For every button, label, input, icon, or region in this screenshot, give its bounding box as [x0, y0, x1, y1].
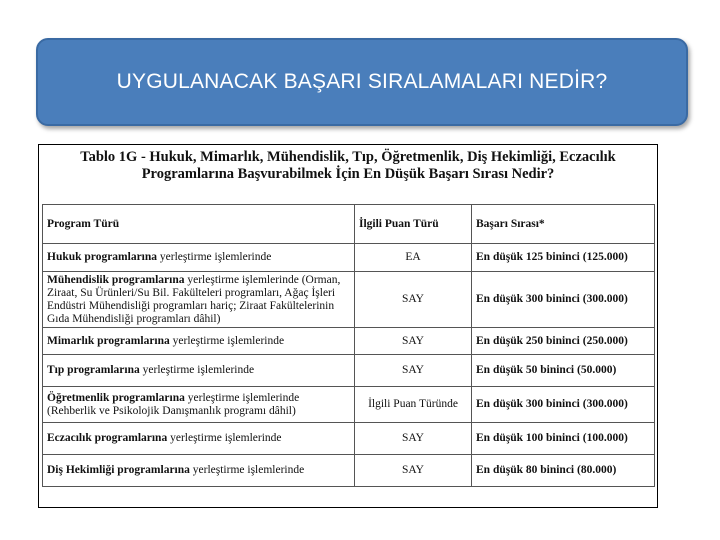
- program-cell: Diş Hekimliği programlarına yerleştirme işlemlerinde: [43, 455, 355, 487]
- puan-cell: İlgili Puan Türünde: [355, 387, 472, 423]
- puan-cell: SAY: [355, 355, 472, 387]
- program-cell: Mimarlık programlarına yerleştirme işlemlerinde: [43, 328, 355, 355]
- column-header-program: Program Türü: [43, 205, 355, 244]
- puan-cell: SAY: [355, 423, 472, 455]
- basari-cell: En düşük 80 bininci (80.000): [472, 455, 655, 487]
- puan-cell: SAY: [355, 328, 472, 355]
- slide-title: UYGULANACAK BAŞARI SIRALAMALARI NEDİR?: [116, 70, 608, 93]
- table-row: [43, 272, 655, 328]
- table-row: [43, 244, 655, 272]
- basari-cell: En düşük 300 bininci (300.000): [472, 272, 655, 328]
- table-heading-line-2: Programlarına Başvurabilmek İçin En Düşük Başarı Sırası Nedir?: [141, 166, 555, 182]
- table-row: [43, 455, 655, 487]
- program-cell: Hukuk programlarına yerleştirme işlemlerinde: [43, 244, 355, 272]
- table-heading-line-1: Tablo 1G - Hukuk, Mimarlık, Mühendislik, Tıp, Öğretmenlik, Diş Hekimliği, Eczacılık: [80, 149, 616, 165]
- table-image-frame: [38, 144, 658, 508]
- basari-cell: En düşük 50 bininci (50.000): [472, 355, 655, 387]
- column-header-basari: Başarı Sırası*: [472, 205, 655, 244]
- puan-cell: SAY: [355, 455, 472, 487]
- basari-cell: En düşük 100 bininci (100.000): [472, 423, 655, 455]
- slide-title-box: [36, 38, 688, 126]
- ranking-table: [42, 204, 655, 487]
- program-cell: Tıp programlarına yerleştirme işlemlerinde: [43, 355, 355, 387]
- table-row: [43, 387, 655, 423]
- table-row: [43, 328, 655, 355]
- table-row: [43, 355, 655, 387]
- basari-cell: En düşük 125 bininci (125.000): [472, 244, 655, 272]
- table-row: [43, 423, 655, 455]
- column-header-puan: İlgili Puan Türü: [355, 205, 472, 244]
- table-header-row: [43, 205, 655, 244]
- program-cell: Eczacılık programlarına yerleştirme işlemlerinde: [43, 423, 355, 455]
- puan-cell: EA: [355, 244, 472, 272]
- program-cell: Mühendislik programlarına yerleştirme işlemlerinde (Orman, Ziraat, Su Ürünleri/Su Bil. Fakülteleri programları, Ağaç İşleri Endüstri Mühendisliği programları hariç; Ziraat Fakültelerinin Gıda Mühendisliği programları dâhil): [43, 272, 355, 328]
- puan-cell: SAY: [355, 272, 472, 328]
- program-cell: Öğretmenlik programlarına yerleştirme işlemlerinde (Rehberlik ve Psikolojik Danışmanlık programı dâhil): [43, 387, 355, 423]
- basari-cell: En düşük 250 bininci (250.000): [472, 328, 655, 355]
- table-heading: [39, 149, 657, 183]
- basari-cell: En düşük 300 bininci (300.000): [472, 387, 655, 423]
